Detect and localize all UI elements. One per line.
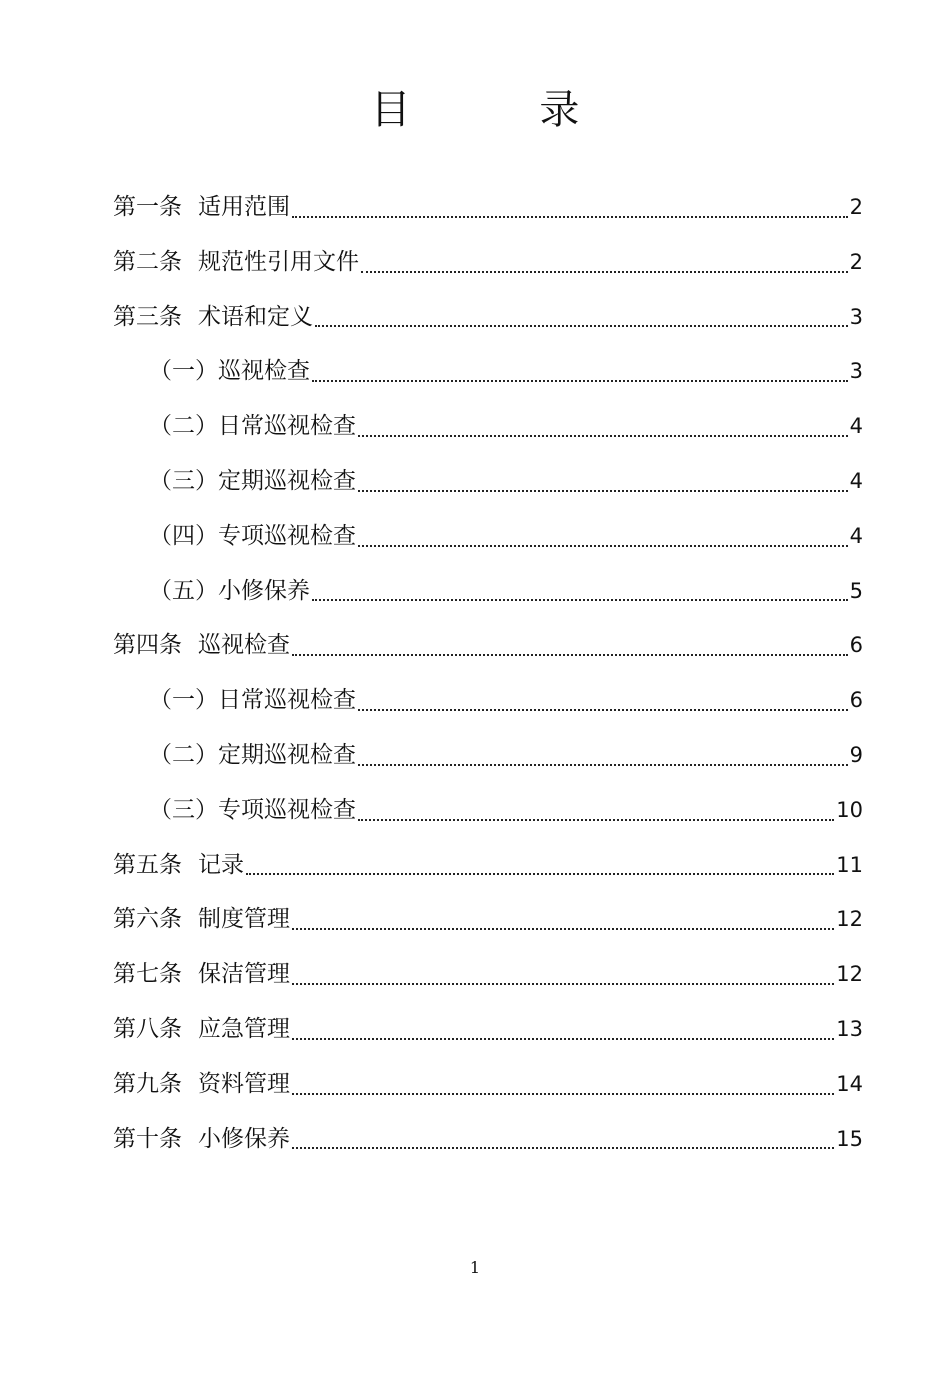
toc-subentry[interactable] xyxy=(113,728,863,783)
toc-subentry-title: 日常巡视检查 xyxy=(218,687,356,714)
toc-page-number: 5 xyxy=(849,578,863,603)
toc-subentry[interactable] xyxy=(113,564,863,619)
toc-page-number: 2 xyxy=(849,195,863,219)
toc-dot-leader xyxy=(292,1074,834,1096)
toc-dot-leader xyxy=(361,252,848,274)
toc-subentry-title: 专项巡视检查 xyxy=(218,796,356,823)
table-of-contents xyxy=(113,180,863,1166)
toc-page-number: 11 xyxy=(836,852,863,877)
toc-dot-leader xyxy=(358,745,848,767)
toc-entry[interactable] xyxy=(113,947,863,1002)
toc-dot-leader xyxy=(358,416,848,438)
toc-entry-title: 术语和定义 xyxy=(198,303,313,330)
toc-subentry-title: 小修保养 xyxy=(218,577,310,604)
toc-entry-number: 第二条 xyxy=(113,248,182,275)
toc-entry-title: 资料管理 xyxy=(198,1070,290,1097)
toc-entry[interactable] xyxy=(113,1112,863,1167)
toc-subentry-number: （二） xyxy=(149,741,218,768)
toc-dot-leader xyxy=(292,635,848,657)
toc-entry-number: 第五条 xyxy=(113,851,182,878)
toc-entry[interactable] xyxy=(113,1002,863,1057)
toc-subentry-title: 日常巡视检查 xyxy=(218,413,356,440)
toc-page-number: 15 xyxy=(836,1126,863,1151)
toc-dot-leader xyxy=(292,1019,834,1041)
toc-entry-number: 第十条 xyxy=(113,1125,182,1152)
toc-dot-leader xyxy=(312,361,848,383)
toc-subentry[interactable] xyxy=(113,454,863,509)
toc-dot-leader xyxy=(246,854,834,876)
toc-entry-title: 记录 xyxy=(198,851,244,878)
toc-subentry-title: 定期巡视检查 xyxy=(218,741,356,768)
toc-subentry-title: 专项巡视检查 xyxy=(218,522,356,549)
toc-page-number: 6 xyxy=(849,633,863,658)
toc-dot-leader xyxy=(312,580,848,602)
toc-subentry-title: 巡视检查 xyxy=(218,358,310,385)
page-title: 目 录 xyxy=(370,87,638,133)
toc-page-number: 9 xyxy=(849,742,863,767)
toc-subentry[interactable] xyxy=(113,344,863,399)
toc-entry-number: 第四条 xyxy=(113,632,182,659)
toc-entry[interactable] xyxy=(113,838,863,893)
toc-entry-number: 第七条 xyxy=(113,961,182,988)
toc-entry-number: 第一条 xyxy=(113,194,182,220)
toc-entry[interactable] xyxy=(113,235,863,290)
toc-entry[interactable] xyxy=(113,180,863,235)
toc-dot-leader xyxy=(292,964,834,986)
toc-entry[interactable] xyxy=(113,1057,863,1112)
toc-dot-leader xyxy=(315,306,848,328)
toc-subentry-number: （四） xyxy=(149,522,218,549)
toc-subentry[interactable] xyxy=(113,783,863,838)
toc-entry-title: 小修保养 xyxy=(198,1125,290,1152)
toc-entry-title: 适用范围 xyxy=(198,194,290,220)
toc-page-number: 12 xyxy=(836,907,863,932)
toc-entry-title: 巡视检查 xyxy=(198,632,290,659)
toc-subentry-number: （一） xyxy=(149,358,218,385)
toc-subentry-number: （五） xyxy=(149,577,218,604)
toc-subentry-number: （一） xyxy=(149,687,218,714)
toc-page-number: 4 xyxy=(849,414,863,439)
toc-dot-leader xyxy=(358,471,848,493)
footer-page-number: 1 xyxy=(469,1258,481,1277)
toc-subentry[interactable] xyxy=(113,509,863,564)
toc-dot-leader xyxy=(292,1128,834,1150)
toc-page-number: 4 xyxy=(849,468,863,493)
toc-subentry-number: （二） xyxy=(149,413,218,440)
toc-page-number: 12 xyxy=(836,962,863,987)
toc-page-number: 3 xyxy=(849,304,863,329)
toc-subentry[interactable] xyxy=(113,673,863,728)
toc-entry-number: 第八条 xyxy=(113,1015,182,1042)
toc-page-number: 2 xyxy=(849,249,863,274)
toc-page-number: 4 xyxy=(849,523,863,548)
toc-page-number: 6 xyxy=(849,688,863,713)
toc-entry-title: 应急管理 xyxy=(198,1015,290,1042)
toc-entry-number: 第九条 xyxy=(113,1070,182,1097)
toc-dot-leader xyxy=(358,690,848,712)
toc-dot-leader xyxy=(292,909,834,931)
toc-page-number: 10 xyxy=(836,797,863,822)
toc-entry[interactable] xyxy=(113,618,863,673)
toc-subentry-title: 定期巡视检查 xyxy=(218,467,356,494)
toc-subentry-number: （三） xyxy=(149,796,218,823)
toc-entry-title: 保洁管理 xyxy=(198,961,290,988)
toc-dot-leader xyxy=(292,197,848,219)
toc-subentry[interactable] xyxy=(113,399,863,454)
toc-entry-number: 第三条 xyxy=(113,303,182,330)
toc-page-number: 3 xyxy=(849,359,863,384)
toc-entry-number: 第六条 xyxy=(113,906,182,933)
toc-dot-leader xyxy=(358,526,848,548)
toc-entry-title: 规范性引用文件 xyxy=(198,248,359,275)
toc-page-number: 13 xyxy=(836,1016,863,1041)
toc-subentry-number: （三） xyxy=(149,467,218,494)
toc-entry-title: 制度管理 xyxy=(198,906,290,933)
toc-dot-leader xyxy=(358,800,834,822)
toc-entry[interactable] xyxy=(113,290,863,345)
toc-page-number: 14 xyxy=(836,1071,863,1096)
toc-entry[interactable] xyxy=(113,892,863,947)
